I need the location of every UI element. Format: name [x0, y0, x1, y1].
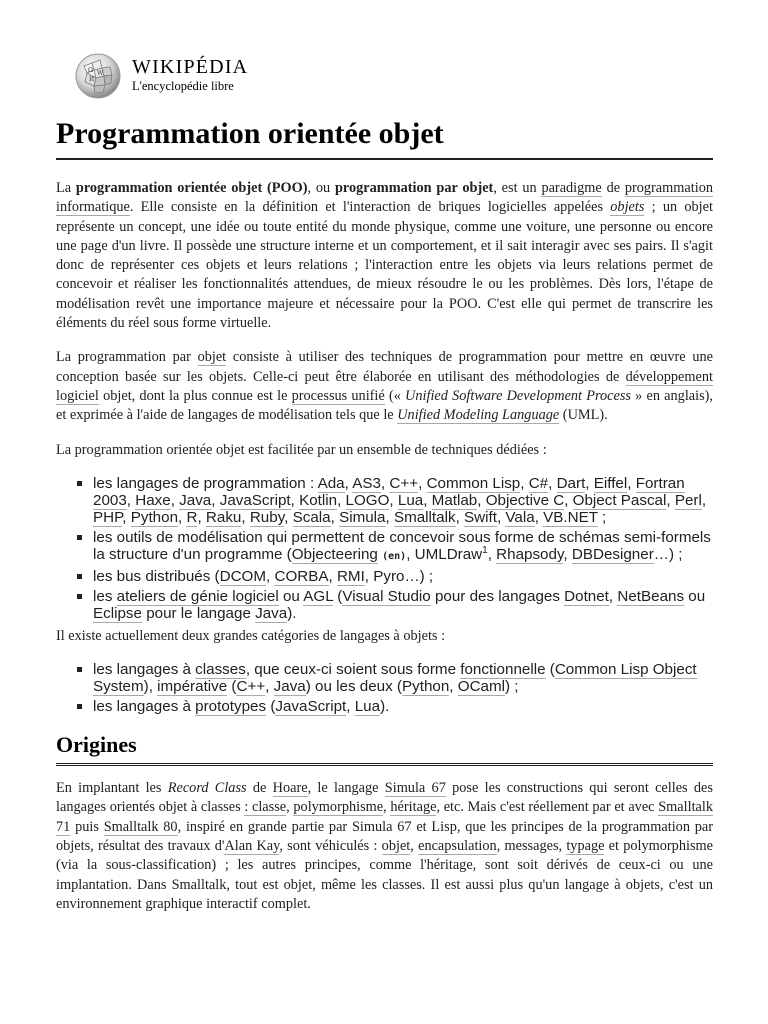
wiki-link[interactable]: OCaml: [457, 678, 506, 696]
wiki-link[interactable]: programmation informatique: [56, 180, 713, 216]
text-run: ).: [287, 604, 297, 622]
wiki-link[interactable]: R: [186, 508, 198, 526]
wiki-link[interactable]: Common Lisp Object System: [93, 661, 697, 696]
text-run: , que ceux-ci soient sous forme: [245, 661, 461, 679]
wiki-link[interactable]: Visual Studio: [342, 587, 431, 605]
text-run: pose les constructions qui seront celles des langages orientés objet à classes: [56, 780, 713, 816]
text-run: ,: [122, 508, 131, 526]
list-item: [93, 698, 713, 715]
wiki-link[interactable]: DBDesigner: [571, 545, 654, 563]
categories-intro: [56, 627, 713, 646]
wiki-link[interactable]: RMI: [336, 567, 365, 585]
wiki-link[interactable]: Hoare: [272, 780, 308, 797]
wiki-link[interactable]: encapsulation: [418, 838, 497, 855]
text-run: Il existe actuellement deux grandes catégories de langages à objets :: [56, 627, 446, 644]
text-run: ,: [337, 491, 346, 509]
text-run: » en anglais), et exprimée à l'aide de langages de modélisation tels que le: [56, 387, 714, 424]
text-run: ,: [701, 491, 707, 509]
wiki-link[interactable]: : classe: [244, 799, 287, 816]
wiki-link[interactable]: DCOM: [219, 567, 267, 585]
wiki-link[interactable]: Lua: [397, 491, 424, 509]
text-run: ,: [585, 474, 594, 492]
text-run: ,: [608, 587, 618, 605]
text-run: ,: [389, 491, 398, 509]
section-heading-origines: Origines: [56, 730, 713, 766]
bold-term: programmation par objet: [334, 180, 494, 196]
article-content: [56, 112, 713, 914]
wiki-link[interactable]: Kotlin: [299, 491, 338, 509]
wiki-link[interactable]: paradigme: [541, 180, 602, 196]
wiki-link[interactable]: Swift: [464, 508, 497, 526]
wiki-link[interactable]: impérative: [157, 678, 228, 696]
wikipedia-wordmark[interactable]: [132, 55, 248, 93]
wiki-link[interactable]: Object Pascal: [572, 491, 667, 509]
wiki-link[interactable]: Common Lisp: [426, 474, 521, 492]
text-run: , sont véhiculés :: [279, 838, 382, 855]
text-run: , etc. Mais c'est réellement par et avec: [436, 799, 659, 816]
text-run: , UMLDraw: [406, 545, 483, 563]
wiki-link[interactable]: objet: [381, 838, 411, 855]
intro-paragraph-2: [56, 348, 713, 425]
text-run: ,: [455, 508, 465, 526]
text-run: ).: [380, 698, 390, 716]
text-run: ,: [330, 508, 340, 526]
text-run: les: [93, 587, 117, 605]
text-run: ,: [564, 491, 573, 509]
wiki-link[interactable]: Eiffel: [593, 474, 628, 492]
wiki-link[interactable]: Simula 67: [384, 780, 446, 797]
svg-text:W: W: [97, 70, 104, 77]
list-item: [93, 529, 713, 565]
text-run: (UML).: [559, 407, 608, 424]
text-run: , est un: [493, 180, 542, 196]
text-run: ,: [563, 545, 572, 563]
wiki-link[interactable]: Simula: [339, 508, 386, 526]
categories-list: [56, 661, 713, 715]
text-run: («: [384, 387, 406, 404]
intro-paragraph-3: [56, 441, 713, 460]
text-run: ,: [627, 474, 636, 492]
text-run: puis: [70, 818, 104, 835]
text-run: pour des langages: [430, 587, 565, 605]
text-run: , inspiré en grande partie par Simula 67 et Lisp, que les principes de la programmation par objets, résultat des travaux d': [56, 818, 714, 855]
wiki-link[interactable]: Java: [273, 678, 306, 696]
page-title: Programmation orientée objet: [56, 112, 713, 160]
text-run: ,: [449, 678, 458, 696]
wiki-link[interactable]: PHP: [93, 508, 123, 526]
text-run: ,: [328, 567, 337, 585]
wiki-link[interactable]: Raku: [205, 508, 242, 526]
text-run: ,: [385, 508, 394, 526]
text-run: les langages à: [93, 698, 196, 716]
text-run: , ou: [307, 180, 335, 196]
list-item: [93, 475, 713, 526]
text-run: ou: [684, 587, 706, 605]
text-run: ) ;: [505, 678, 519, 696]
text-run: ,: [477, 491, 486, 509]
text-run: (: [266, 698, 276, 716]
text-run: ; un objet représente un concept, une idée ou toute entité du monde physique, comme une voiture, une personne ou encore une page d'un livre. Il possède une structure interne et un comportement, et il sait interagir avec ses pairs. Il s'agit donc de représenter ces objets et leurs relations ; l'interaction entre les objets via leurs relations permet de concevoir et réaliser les fonctionnalités attendues, de mieux résoudre le ou les problèmes. Dès lors, l'étape de modélisation revêt une importance majeure et nécessaire pour la POO. C'est elle qui permet de transcrire les éléments du réel sous forme virtuelle.: [56, 199, 713, 332]
list-item: [93, 588, 713, 622]
text-run: ,: [548, 474, 557, 492]
text-run: ,: [346, 698, 355, 716]
text-run: , le langage: [307, 780, 385, 797]
text-run: ,: [520, 474, 529, 492]
svg-text:Ω: Ω: [88, 67, 93, 74]
wiki-link[interactable]: Python: [402, 678, 450, 696]
wiki-link[interactable]: Objecteering: [291, 545, 378, 563]
wiki-link[interactable]: C++: [389, 474, 419, 492]
wiki-link[interactable]: C#: [528, 474, 549, 492]
text-run: La: [56, 180, 76, 196]
text-run: ,: [344, 474, 353, 492]
wiki-link[interactable]: polymorphisme: [293, 799, 384, 816]
wiki-link[interactable]: VB.NET: [543, 508, 598, 526]
text-run: La programmation par: [56, 349, 198, 366]
text-run: pour le langage: [141, 604, 256, 622]
text-run: ) ou les deux (: [305, 678, 402, 696]
text-run: ,: [380, 474, 390, 492]
wiki-link[interactable]: Smalltalk 80: [103, 818, 178, 835]
wiki-link[interactable]: objet: [197, 349, 227, 366]
text-run: les bus distribués (: [93, 567, 220, 585]
wiki-link[interactable]: prototypes: [195, 698, 267, 716]
wiki-link[interactable]: Smalltalk: [393, 508, 456, 526]
text-run: (: [333, 587, 343, 605]
wiki-link[interactable]: développement logiciel: [56, 368, 713, 404]
text-run: les langages à: [93, 661, 196, 679]
wiki-link[interactable]: héritage: [390, 799, 437, 816]
wiki-link[interactable]: Java: [179, 491, 212, 509]
wiki-link[interactable]: AGL: [303, 587, 334, 605]
wiki-link[interactable]: JavaScript: [219, 491, 291, 509]
text-run: (: [227, 678, 237, 696]
text-run: , Pyro…) ;: [364, 567, 434, 585]
text-run: , messages,: [496, 838, 567, 855]
wiki-link[interactable]: typage: [566, 838, 605, 855]
wiki-link[interactable]: Java: [255, 604, 288, 622]
text-run: ,: [170, 491, 180, 509]
wiki-link[interactable]: Eclipse: [93, 604, 142, 622]
wiki-link[interactable]: C++: [236, 678, 266, 696]
wiki-link[interactable]: processus unifié: [291, 387, 385, 404]
text-run: ,: [496, 508, 506, 526]
wiki-link[interactable]: CORBA: [274, 567, 329, 585]
text-run: ,: [286, 799, 294, 816]
wiki-link[interactable]: Fortran 2003: [93, 474, 685, 509]
text-run: consiste à utiliser des techniques de programmation pour mettre en œuvre une conception basée sur les objets. Celle-ci peut être élaborée en utilisant des méthodologies de: [56, 349, 713, 385]
techniques-list: [56, 475, 713, 622]
text-run: et polymorphisme (via la sous-classification) ; les autres principes, comme l'héritage, sont soit dérivés de ceux-ci ou une implantation. Dans Smalltalk, tout est objet, même les classes. Il est aussi plus qu'un langage à objets, c'est un environnement graphique interactif complet.: [56, 838, 713, 912]
wiki-link[interactable]: Python: [130, 508, 179, 526]
text-run: La programmation orientée objet est facilitée par un ensemble de techniques dédiées :: [56, 441, 547, 458]
text-run: . Elle consiste en la définition et l'interaction de briques logicielles appelées: [129, 199, 611, 216]
origins-paragraph: [56, 779, 713, 914]
text-run: ,: [666, 491, 675, 509]
text-run: ,: [126, 491, 136, 509]
wiki-link[interactable]: Haxe: [135, 491, 171, 509]
wiki-link[interactable]: LOGO: [345, 491, 390, 509]
wiki-link[interactable]: Unified Modeling Language: [397, 407, 560, 424]
wiki-link[interactable]: Dart: [556, 474, 586, 492]
wiki-link[interactable]: JavaScript: [275, 698, 347, 716]
text-run: de: [246, 780, 273, 797]
wiki-link[interactable]: Lua: [354, 698, 381, 716]
list-item: [93, 568, 713, 585]
italic-term: Unified Software Development Process: [405, 387, 631, 404]
text-run: ,: [290, 491, 300, 509]
wiki-link[interactable]: classes: [195, 661, 246, 679]
text-run: les langages de programmation :: [93, 474, 318, 492]
text-run: ,: [178, 508, 187, 526]
wiki-link[interactable]: Scala: [292, 508, 331, 526]
text-run: …) ;: [653, 545, 683, 563]
text-run: ),: [143, 678, 158, 696]
italic-term: Record Class: [167, 780, 247, 797]
text-run: ou: [278, 587, 304, 605]
footnote-ref[interactable]: 1: [482, 544, 488, 556]
text-run: de: [601, 180, 625, 196]
language-tag[interactable]: (en): [382, 550, 407, 562]
text-run: ,: [423, 491, 432, 509]
wiki-link[interactable]: Ruby: [249, 508, 285, 526]
text-run: ,: [410, 838, 419, 855]
wiki-link[interactable]: Smalltalk 71: [56, 799, 714, 835]
text-run: ,: [487, 545, 497, 563]
wiki-link[interactable]: Ada: [317, 474, 345, 492]
text-run: ,: [266, 567, 275, 585]
wiki-link[interactable]: Objective C: [485, 491, 565, 509]
list-item: [93, 661, 713, 695]
wiki-link[interactable]: objets: [610, 199, 645, 216]
text-run: ,: [383, 799, 391, 816]
wiki-link[interactable]: Dotnet: [564, 587, 609, 605]
text-run: ,: [418, 474, 427, 492]
wiki-link[interactable]: Perl: [674, 491, 702, 509]
wiki-link[interactable]: ateliers de génie logiciel: [116, 587, 279, 605]
text-run: ,: [284, 508, 293, 526]
text-run: (: [545, 661, 555, 679]
wiki-link[interactable]: fonctionnelle: [460, 661, 546, 679]
text-run: ,: [197, 508, 206, 526]
text-run: En implantant les: [56, 780, 168, 797]
svg-text:И: И: [89, 76, 95, 83]
wikipedia-globe-logo[interactable]: [74, 52, 122, 100]
site-header: [74, 52, 374, 100]
intro-paragraph-1: [56, 179, 713, 333]
text-run: ,: [534, 508, 544, 526]
text-run: les outils de modélisation qui permettent de concevoir sous forme de schémas semi-formels la structure d'un programme (: [93, 528, 711, 563]
wiki-link[interactable]: Rhapsody: [496, 545, 564, 563]
wordmark-title: WIKIPÉDIA: [132, 56, 249, 78]
wiki-link[interactable]: AS3: [352, 474, 381, 492]
text-run: ;: [597, 508, 607, 526]
wiki-link[interactable]: Vala: [505, 508, 535, 526]
wiki-link[interactable]: NetBeans: [617, 587, 685, 605]
wordmark-subtitle: L'encyclopédie libre: [132, 79, 234, 93]
text-run: ,: [265, 678, 274, 696]
bold-term: programmation orientée objet (POO): [75, 180, 308, 196]
text-run: objet, dont la plus connue est le: [98, 387, 292, 404]
text-run: ,: [241, 508, 250, 526]
text-run: ,: [211, 491, 220, 509]
wiki-link[interactable]: Matlab: [431, 491, 478, 509]
wiki-link[interactable]: Alan Kay: [224, 838, 280, 855]
